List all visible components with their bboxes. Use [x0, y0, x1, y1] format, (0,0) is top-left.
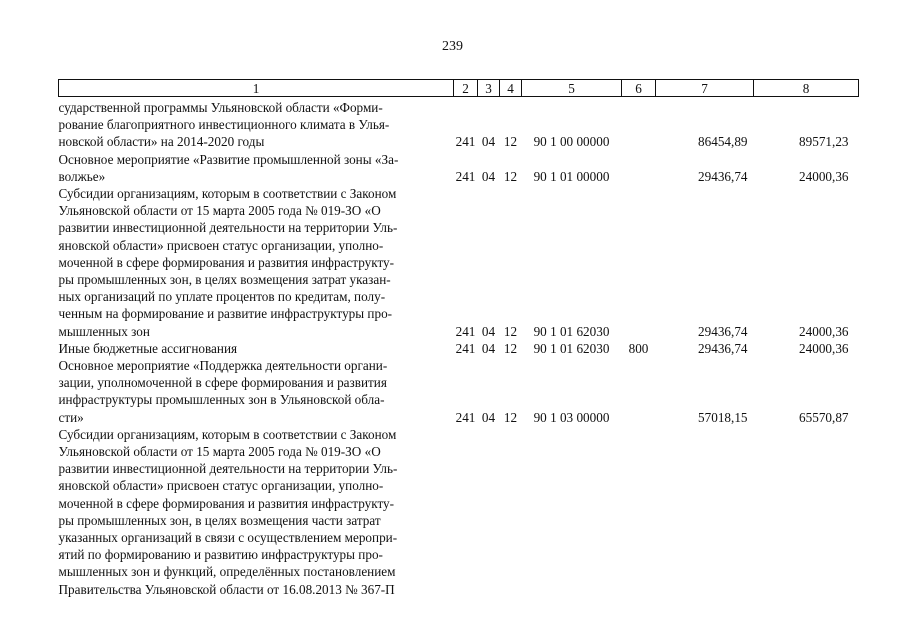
header-col-3: 3	[478, 80, 500, 97]
header-col-4: 4	[500, 80, 522, 97]
header-col-7: 7	[656, 80, 754, 97]
cell-expense-type	[622, 426, 656, 598]
description-line: яновской области» присвоен статус организации, уполно-	[58, 237, 384, 253]
cell-amount-year-1	[656, 426, 754, 598]
cell-description	[59, 151, 454, 185]
cell-section: 04	[481, 134, 496, 150]
cell-section: 04	[481, 340, 496, 356]
cell-amount-year-2: 24000,36	[799, 323, 849, 339]
cell-amount-year-2: 24000,36	[799, 340, 849, 356]
cell-expense-type	[622, 185, 656, 340]
cell-ministry: 241	[455, 134, 476, 150]
table-row	[59, 357, 859, 426]
cell-section: 04	[481, 168, 496, 184]
cell-expense-type: 800	[628, 340, 649, 356]
cell-description	[59, 340, 454, 357]
description-line: Субсидии организациям, которым в соответствии с Законом	[58, 186, 397, 202]
description-line: ченным на формирование и развитие инфраструктуры про-	[58, 306, 393, 322]
cell-ministry: 241	[455, 409, 476, 425]
description-line: мышленных зон	[58, 323, 150, 339]
table-row	[59, 426, 859, 598]
cell-target-article	[522, 426, 622, 598]
cell-ministry: 241	[455, 340, 476, 356]
cell-target-article: 90 1 01 62030	[533, 340, 610, 356]
cell-description	[59, 426, 454, 598]
header-col-5: 5	[522, 80, 622, 97]
page-number: 239	[442, 39, 463, 54]
description-line: ры промышленных зон, в целях возмещения части затрат	[58, 512, 381, 528]
header-col-6: 6	[622, 80, 656, 97]
description-line: Основное мероприятие «Поддержка деятельности органи-	[58, 358, 388, 374]
cell-amount-year-2	[754, 426, 859, 598]
cell-ministry: 241	[455, 168, 476, 184]
cell-expense-type	[622, 97, 656, 151]
table-row	[59, 185, 859, 340]
cell-amount-year-1: 86454,89	[698, 134, 748, 150]
description-line: развитии инвестиционной деятельности на территории Уль-	[58, 220, 398, 236]
description-line: Иные бюджетные ассигнования	[58, 340, 238, 356]
cell-amount-year-1: 29436,74	[698, 323, 748, 339]
cell-subsection: 12	[503, 409, 518, 425]
cell-subsection: 12	[503, 340, 518, 356]
description-line: Субсидии организациям, которым в соответствии с Законом	[58, 426, 397, 442]
cell-target-article: 90 1 01 00000	[533, 168, 610, 184]
cell-description	[59, 357, 454, 426]
cell-section	[478, 426, 500, 598]
description-line: новской области» на 2014-2020 годы	[58, 134, 265, 150]
description-line: Основное мероприятие «Развитие промышленной зоны «За-	[58, 151, 399, 167]
table-row	[59, 340, 859, 357]
description-line: ятий по формированию и развитию инфраструктуры про-	[58, 547, 383, 563]
description-line: развитии инвестиционной деятельности на территории Уль-	[58, 461, 398, 477]
header-col-1: 1	[59, 80, 454, 97]
description-line: сударственной программы Ульяновской области «Форми-	[58, 100, 383, 115]
description-line: моченной в сфере формирования и развития инфраструкту-	[58, 254, 395, 270]
cell-description	[59, 97, 454, 151]
table-body	[59, 97, 859, 598]
description-line: Правительства Ульяновской области от 16.08.2013 № 367-П	[58, 581, 395, 597]
cell-target-article: 90 1 03 00000	[533, 409, 610, 425]
cell-expense-type	[622, 357, 656, 426]
description-line: зации, уполномоченной в сфере формирования и развития	[58, 375, 387, 391]
description-line: Ульяновской области от 15 марта 2005 года № 019-ЗО «О	[58, 444, 381, 460]
cell-subsection: 12	[503, 323, 518, 339]
description-line: инфраструктуры промышленных зон в Ульяновской обла-	[58, 392, 385, 408]
cell-amount-year-2: 65570,87	[799, 409, 849, 425]
cell-expense-type	[622, 151, 656, 185]
description-line: ных организаций по уплате процентов по кредитам, полу-	[58, 289, 386, 305]
cell-description	[59, 185, 454, 340]
header-col-8: 8	[754, 80, 859, 97]
description-line: Ульяновской области от 15 марта 2005 года № 019-ЗО «О	[58, 203, 381, 219]
cell-target-article: 90 1 00 00000	[533, 134, 610, 150]
cell-amount-year-1: 57018,15	[698, 409, 748, 425]
cell-section: 04	[481, 323, 496, 339]
budget-table	[58, 79, 859, 598]
cell-subsection: 12	[503, 168, 518, 184]
description-line: рование благоприятного инвестиционного климата в Улья-	[58, 117, 390, 133]
cell-subsection	[500, 426, 522, 598]
table-header-row	[59, 80, 859, 97]
cell-amount-year-2: 89571,23	[799, 134, 849, 150]
cell-amount-year-1: 29436,74	[698, 340, 748, 356]
description-line: волжье»	[58, 168, 106, 184]
description-line: моченной в сфере формирования и развития инфраструкту-	[58, 495, 395, 511]
header-col-2: 2	[454, 80, 478, 97]
description-line: яновской области» присвоен статус организации, уполно-	[58, 478, 384, 494]
description-line: сти»	[58, 409, 84, 425]
cell-section: 04	[481, 409, 496, 425]
cell-amount-year-1: 29436,74	[698, 168, 748, 184]
cell-ministry: 241	[455, 323, 476, 339]
description-line: указанных организаций в связи с осуществлением меропри-	[58, 530, 398, 546]
cell-amount-year-2: 24000,36	[799, 168, 849, 184]
table-row	[59, 151, 859, 185]
description-line: ры промышленных зон, в целях возмещения затрат указан-	[58, 272, 391, 288]
cell-target-article: 90 1 01 62030	[533, 323, 610, 339]
table-row	[59, 97, 859, 151]
cell-ministry	[454, 426, 478, 598]
description-line: мышленных зон и функций, определённых постановлением	[58, 564, 396, 580]
cell-subsection: 12	[503, 134, 518, 150]
